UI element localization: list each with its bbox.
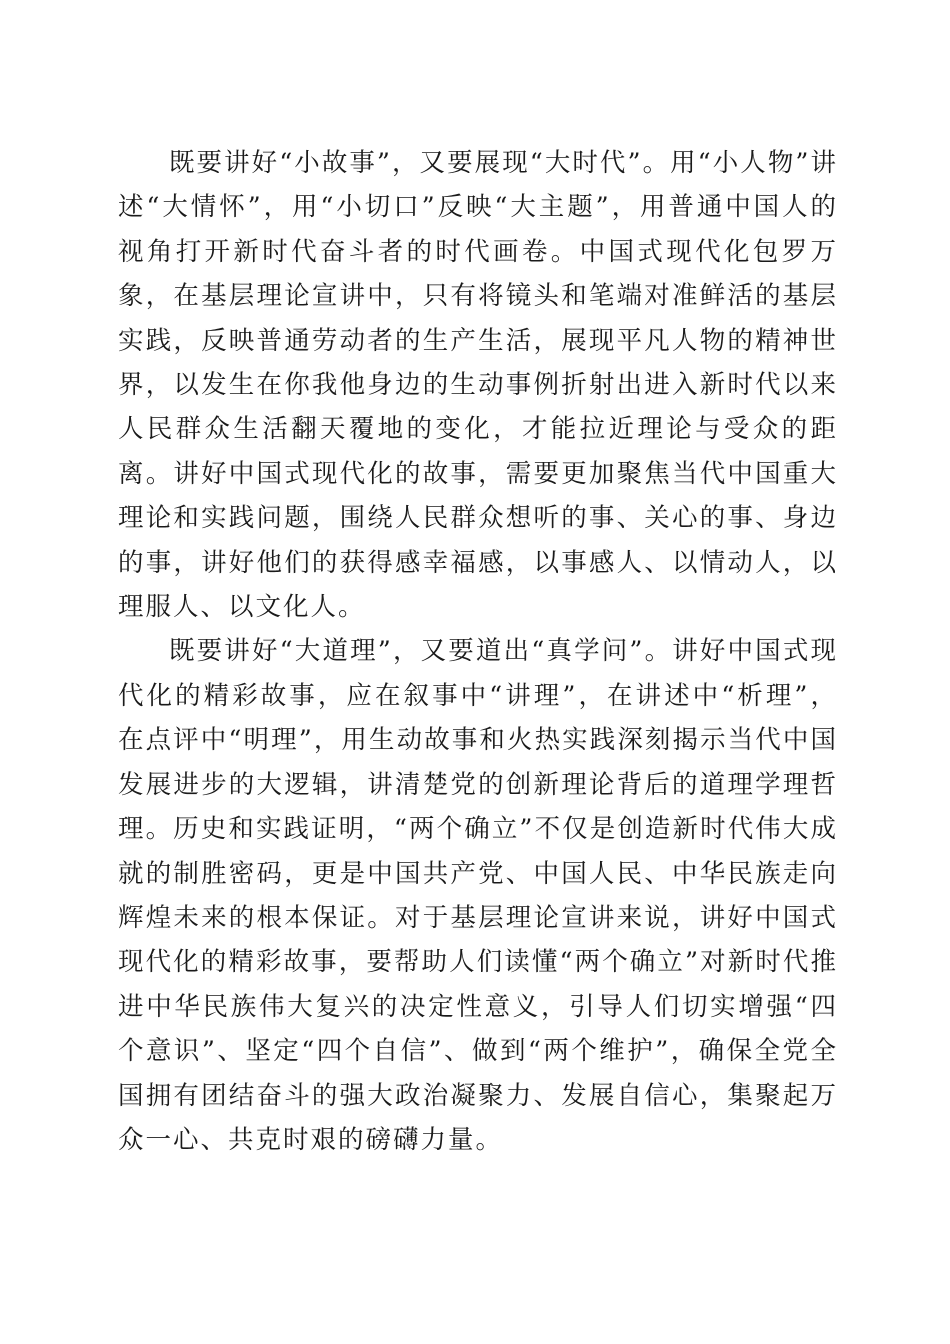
paragraph-small-stories: 既要讲好“小故事”，又要展现“大时代”。用“小人物”讲述“大情怀”，用“小切口”反映“大主题”，用普通中国人的视角打开新时代奋斗者的时代画卷。中国式现代化包罗万象，在基层理论宣讲中，只有将镜头和笔端对准鲜活的基层实践，反映普通劳动者的生产生活，展现平凡人物的精神世界，以发生在你我他身边的生动事例折射出进入新时代以来人民群众生活翻天覆地的变化，才能拉近理论与受众的距离。讲好中国式现代化的故事，需要更加聚焦当代中国重大理论和实践问题，围绕人民群众想听的事、关心的事、身边的事，讲好他们的获得感幸福感，以事感人、以情动人，以理服人、以文化人。 xyxy=(118,148,838,623)
document-body xyxy=(118,141,838,1162)
paragraph-big-principles: 既要讲好“大道理”，又要道出“真学问”。讲好中国式现代化的精彩故事，应在叙事中“讲理”，在讲述中“析理”，在点评中“明理”，用生动故事和火热实践深刻揭示当代中国发展进步的大逻辑，讲清楚党的创新理论背后的道理学理哲理。历史和实践证明，“两个确立”不仅是创造新时代伟大成就的制胜密码，更是中国共产党、中国人民、中华民族走向辉煌未来的根本保证。对于基层理论宣讲来说，讲好中国式现代化的精彩故事，要帮助人们读懂“两个确立”对新时代推进中华民族伟大复兴的决定性意义，引导人们切实增强“四个意识”、坚定“四个自信”、做到“两个维护”，确保全党全国拥有团结奋斗的强大政治凝聚力、发展自信心，集聚起万众一心、共克时艰的磅礴力量。 xyxy=(118,636,838,1155)
